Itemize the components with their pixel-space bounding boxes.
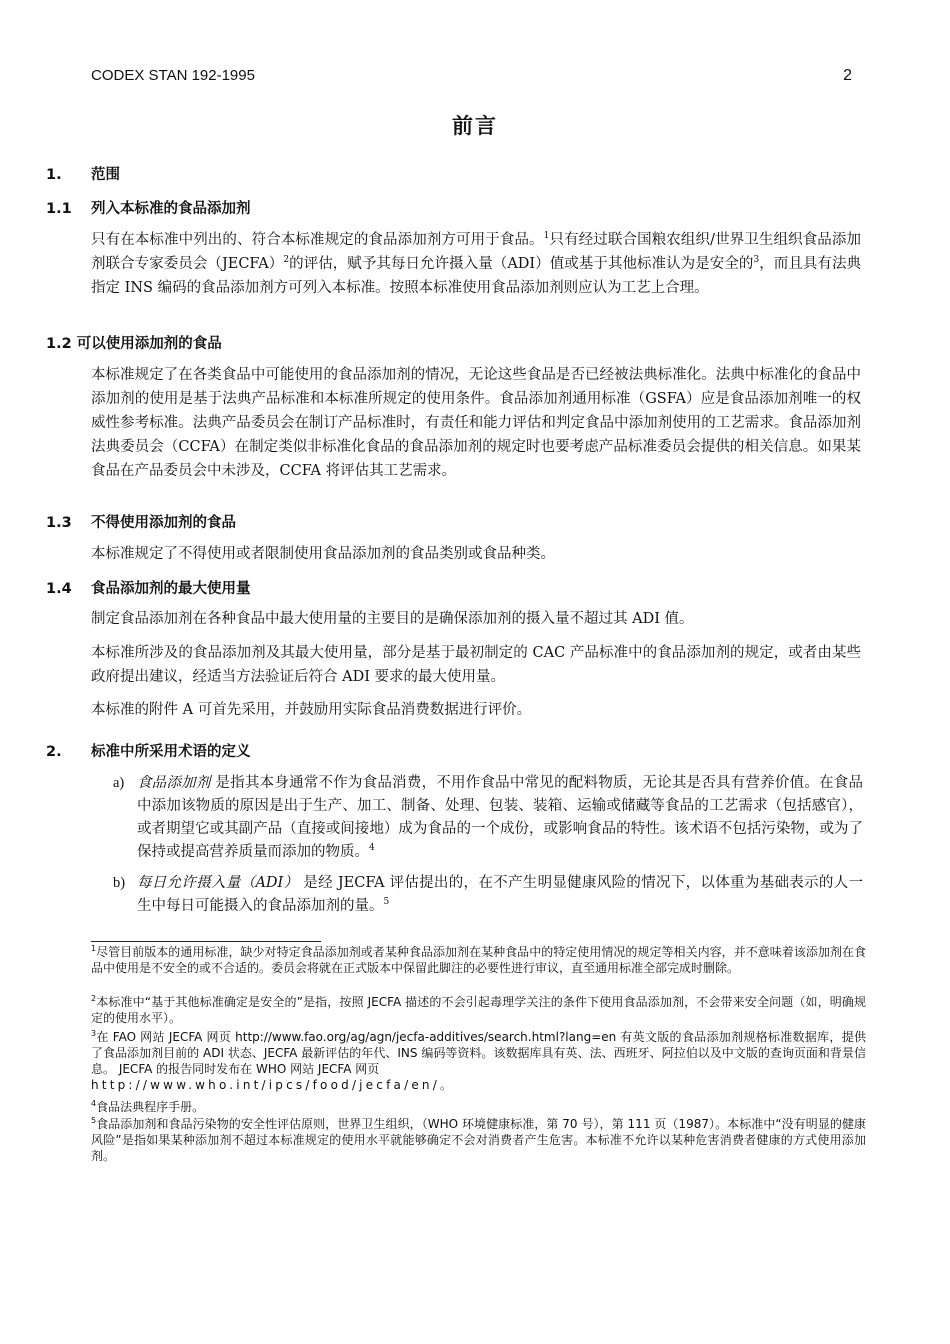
item-label: a) (113, 775, 125, 791)
section-number: 1.4 (46, 581, 72, 597)
section-1-3-paragraph: 本标准规定了不得使用或者限制使用食品添加剂的食品类别或食品种类。 (91, 546, 555, 562)
definition-item-b (113, 872, 863, 918)
item-label: b) (113, 875, 126, 891)
footnote-ref-2: 2 (283, 255, 290, 266)
section-title: 标准中所采用术语的定义 (91, 744, 251, 760)
section-1-2-heading: 1.2 可以使用添加剂的食品 (46, 336, 222, 352)
text-run: 只有经过联合国粮农组织/世界卫生组织食品添加剂联合专家委员会（JECFA） (91, 232, 862, 272)
definition-text (137, 772, 863, 864)
section-number: 2. (46, 744, 62, 760)
definition-item-a (113, 772, 863, 864)
section-1-4-paragraph-2: 本标准所涉及的食品添加剂及其最大使用量，部分是基于最初制定的 CAC 产品标准中的食品添加剂的规定，或者由某些政府提出建议，经适当方法验证后符合 ADI 要求的最大使用量。 (91, 645, 861, 685)
text-run: ，而且具有法典指定 INS 编码的食品添加剂方可列入本标准。按照本标准使用食品添加剂则应认为工艺上合理。 (91, 256, 862, 296)
footnote-ref-3: 3 (753, 255, 760, 266)
footnote-2 (91, 994, 866, 1026)
page-title: 前言 (452, 114, 498, 138)
section-title: 列入本标准的食品添加剂 (91, 201, 251, 217)
footnote-separator (91, 941, 321, 942)
footnote-4 (91, 1099, 866, 1115)
text-run: 是指其本身通常不作为食品消费，不用作食品中常见的配料物质，无论其是否具有营养价值。在食品中添加该物质的原因是出于生产、加工、制备、处理、包装、装箱、运输或储藏等食品的工艺需求（包括感官），或者期望它或其副产品（直接或间接地）成为食品的一个成份，或影响食品的特性。该术语不包括污染物，或为了保持或提高营养质量而添加的物质。 (137, 775, 864, 860)
footnote-ref-5: 5 (383, 897, 390, 908)
section-1-1-paragraph (91, 228, 861, 300)
section-1-4-heading (46, 577, 251, 598)
footnote-text: 食品添加剂和食品污染物的安全性评估原则，世界卫生组织，（WHO 环境健康标准，第 70 号），第 111 页（1987）。本标准中“没有明显的健康风险”是指如果某种添加剂不超过本标准规定的使用水平就能够确定不会对消费者产生危害。本标准不允许以某种危害消费者健康的方式使用添加剂。 (91, 1117, 866, 1163)
footnote-1 (91, 944, 866, 976)
defined-term: 每日允许摄入量（ADI） (137, 875, 299, 891)
section-1-2-paragraph: 本标准规定了在各类食品中可能使用的食品添加剂的情况，无论这些食品是否已经被法典标准化。法典中标准化的食品中添加剂的使用是基于法典产品标准和本标准所规定的使用条件。食品添加剂通用标准（GSFA）应是食品添加剂唯一的权威性参考标准。法典产品委员会在制订产品标准时，有责任和能力评估和判定食品中添加剂使用的工艺需求。食品添加剂法典委员会（CCFA）在制定类似非标准化食品的食品添加剂的规定时也要考虑产品标准委员会提供的相关信息。如果某食品在产品委员会中未涉及，CCFA 将评估其工艺需求。 (91, 367, 861, 479)
section-number: 1.3 (46, 515, 72, 531)
section-title: 不得使用添加剂的食品 (91, 515, 236, 531)
footnote-mark: 3 (91, 1029, 97, 1038)
text-run: 是经 JECFA 评估提出的，在不产生明显健康风险的情况下，以体重为基础表示的人一生中每日可能摄入的食品添加剂的量。 (137, 875, 863, 914)
section-1-1-heading (46, 197, 251, 218)
footnote-mark: 1 (91, 944, 97, 953)
footnote-text: 尽管目前版本的通用标准，缺少对特定食品添加剂或者某种食品添加剂在某种食品中的特定使用情况的规定等相关内容，并不意味着该添加剂在食品中使用是不安全的或不合适的。委员会将就在正式版本中保留此脚注的必要性进行审议，直至通用标准全部完成时删除。 (91, 945, 866, 975)
footnote-text: 在 FAO 网站 JECFA 网页 http://www.fao.org/ag/agn/jecfa-additives/search.html?lang=en 有英文版的食品添加剂规格标准数据库，提供了食品添加剂目前的 ADI 状态、JECFA 最新评估的年代、INS 编码等资料。该数据库具有英、法、西班牙、阿拉伯以及中文版的查询页面和背景信息。 JECFA 的报告同时发布在 WHO 网站 JECFA 网页 (91, 1030, 866, 1076)
footnote-mark: 5 (91, 1116, 97, 1125)
footnote-ref-4: 4 (369, 843, 375, 854)
definition-text (137, 872, 863, 918)
footnote-3 (91, 1029, 866, 1093)
section-title: 食品添加剂的最大使用量 (91, 581, 251, 597)
footnote-mark: 4 (91, 1099, 97, 1108)
page-number: 2 (843, 67, 852, 84)
who-jecfa-link[interactable]: http://www.who.int/ipcs/food/jecfa/en/。 (91, 1078, 456, 1092)
footnote-text: 食品法典程序手册。 (96, 1100, 205, 1114)
section-title: 范围 (91, 167, 120, 183)
section-1-heading (46, 163, 120, 184)
document-id-header: CODEX STAN 192-1995 (91, 67, 255, 84)
footnote-text: 本标准中“基于其他标准确定是安全的”是指，按照 JECFA 描述的不会引起毒理学关注的条件下使用食品添加剂，不会带来安全问题（如，明确规定的使用水平）。 (91, 995, 866, 1025)
text-run: 的评估，赋予其每日允许摄入量（ADI）值或基于其他标准认为是安全的 (289, 256, 754, 272)
footnote-5 (91, 1116, 866, 1164)
section-1-4-paragraph-3: 本标准的附件 A 可首先采用，并鼓励用实际食品消费数据进行评价。 (91, 702, 532, 718)
section-1-3-heading (46, 511, 236, 532)
footnote-mark: 2 (91, 994, 97, 1003)
section-number: 1.1 (46, 201, 72, 217)
footnote-ref-1: 1 (543, 231, 550, 242)
section-number: 1. (46, 167, 62, 183)
defined-term: 食品添加剂 (137, 775, 211, 791)
section-2-heading (46, 740, 251, 761)
text-run: 只有在本标准中列出的、符合本标准规定的食品添加剂方可用于食品。 (91, 232, 544, 248)
section-1-4-paragraph-1: 制定食品添加剂在各种食品中最大使用量的主要目的是确保添加剂的摄入量不超过其 ADI 值。 (91, 611, 694, 627)
